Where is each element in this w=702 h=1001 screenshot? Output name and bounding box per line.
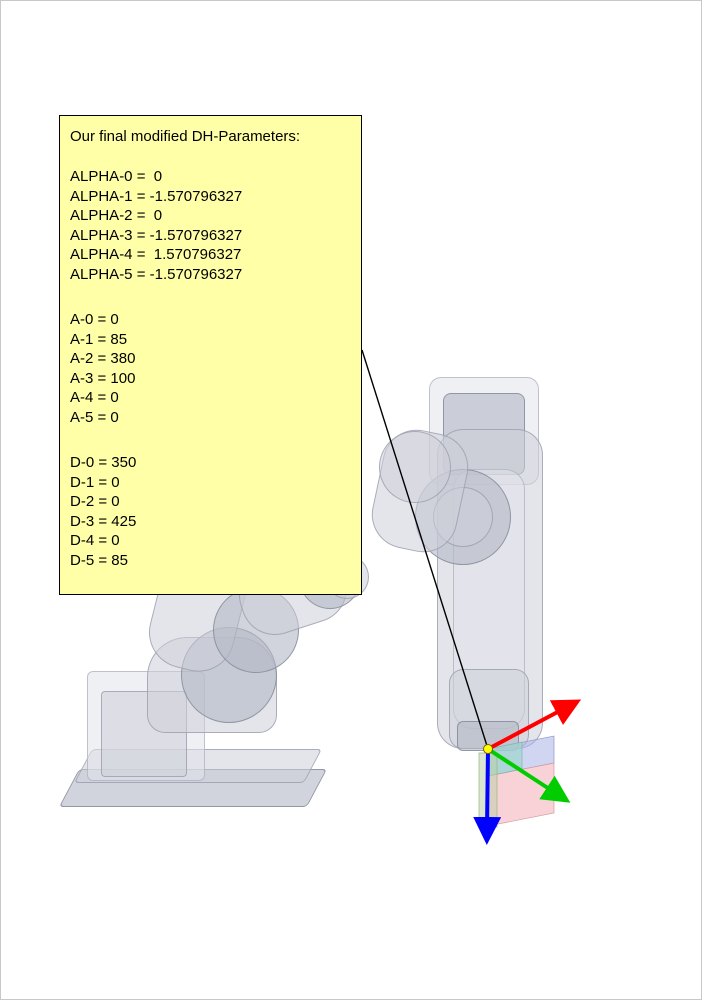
alpha-parameter-group — [70, 167, 351, 284]
robot2-shoulder-block — [429, 377, 539, 485]
a-parameter-group — [70, 310, 351, 427]
x-axis — [488, 707, 567, 749]
d-5-line: D-5 = 85 — [70, 551, 128, 569]
a-3-line: A-3 = 100 — [70, 369, 136, 387]
dh-parameters-callout — [59, 115, 362, 595]
callout-title: Our final modified DH-Parameters: — [70, 128, 301, 145]
d-parameter-group — [70, 453, 351, 570]
alpha-5-line: ALPHA-5 = -1.570796327 — [70, 265, 243, 283]
robot2-elbow-joint — [415, 469, 511, 565]
y-axis — [488, 749, 557, 794]
robot-base-plate-top — [74, 749, 322, 783]
z-axis — [487, 749, 488, 829]
robot2-wrist-section — [449, 669, 529, 749]
alpha-1-line: ALPHA-1 = -1.570796327 — [70, 187, 243, 205]
robot2-tool-flange — [457, 721, 519, 751]
d-1-line: D-1 = 0 — [70, 473, 120, 491]
alpha-2-line: ALPHA-2 = 0 — [70, 207, 163, 224]
a-2-line: A-2 = 380 — [70, 350, 136, 367]
robot-base-column — [87, 671, 205, 781]
alpha-0-line: ALPHA-0 = 0 — [70, 168, 163, 185]
robot2-elbow-joint-inner — [433, 487, 493, 547]
robot-target-pose — [371, 369, 591, 769]
robot2-arm-body — [437, 429, 543, 749]
a-5-line: A-5 = 0 — [70, 408, 119, 426]
robot2-upper-link — [365, 423, 474, 558]
d-3-line: D-3 = 425 — [70, 512, 137, 530]
xy-plane — [488, 736, 554, 776]
robot2-upper-link-cap — [379, 431, 451, 503]
alpha-4-line: ALPHA-4 = 1.570796327 — [70, 246, 242, 263]
alpha-3-line: ALPHA-3 = -1.570796327 — [70, 226, 243, 244]
yz-plane — [488, 763, 554, 826]
robot2-shoulder-block-face — [443, 393, 525, 475]
z-shadow-plane — [479, 753, 497, 827]
robot-shoulder-joint — [181, 627, 277, 723]
robot-base-plate — [59, 769, 327, 807]
robot-shoulder-turret — [147, 637, 277, 733]
frame-origin — [484, 745, 493, 754]
robot-elbow-joint — [213, 587, 299, 673]
d-0-line: D-0 = 350 — [70, 454, 137, 471]
a-4-line: A-4 = 0 — [70, 389, 119, 406]
robot2-arm-body-inner — [453, 469, 525, 729]
d-2-line: D-2 = 0 — [70, 493, 120, 510]
a-1-line: A-1 = 85 — [70, 330, 128, 348]
a-0-line: A-0 = 0 — [70, 311, 119, 328]
d-4-line: D-4 = 0 — [70, 532, 120, 549]
robot-base-column-front — [101, 691, 187, 777]
xz-plane — [488, 742, 522, 776]
